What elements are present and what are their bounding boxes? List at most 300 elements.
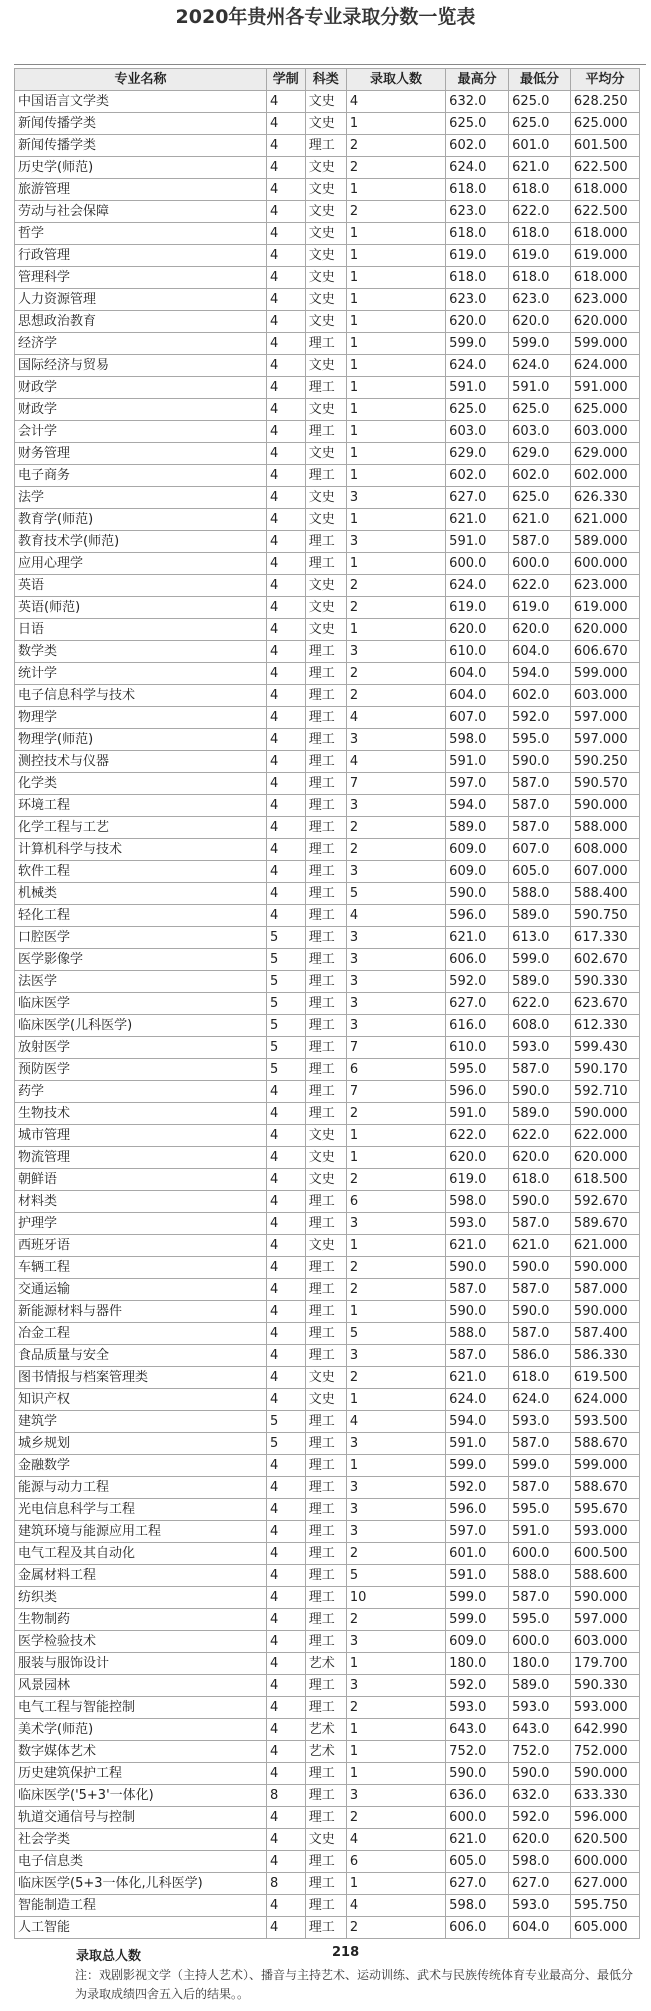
cell-min-score: 620.0 (509, 619, 571, 641)
cell-enrolled: 5 (346, 883, 445, 905)
cell-avg-score: 619.500 (570, 1367, 639, 1389)
cell-category: 理工 (305, 685, 346, 707)
cell-avg-score: 622.000 (570, 1125, 639, 1147)
cell-duration: 4 (266, 487, 305, 509)
cell-min-score: 587.0 (509, 1587, 571, 1609)
cell-max-score: 599.0 (446, 1587, 509, 1609)
table-row (15, 1169, 640, 1191)
cell-enrolled: 7 (346, 1081, 445, 1103)
cell-major: 预防医学 (15, 1059, 267, 1081)
cell-max-score: 606.0 (446, 1917, 509, 1939)
table-row (15, 861, 640, 883)
cell-max-score: 606.0 (446, 949, 509, 971)
cell-duration: 4 (266, 795, 305, 817)
cell-major: 纺织类 (15, 1587, 267, 1609)
cell-min-score: 622.0 (509, 201, 571, 223)
cell-max-score: 591.0 (446, 1103, 509, 1125)
cell-category: 理工 (305, 1213, 346, 1235)
cell-min-score: 599.0 (509, 333, 571, 355)
cell-major: 交通运输 (15, 1279, 267, 1301)
cell-min-score: 632.0 (509, 1785, 571, 1807)
cell-min-score: 599.0 (509, 949, 571, 971)
divider (14, 64, 646, 65)
cell-category: 理工 (305, 883, 346, 905)
cell-avg-score: 590.000 (570, 795, 639, 817)
cell-duration: 4 (266, 1565, 305, 1587)
cell-min-score: 591.0 (509, 377, 571, 399)
cell-avg-score: 595.750 (570, 1895, 639, 1917)
table-row (15, 1499, 640, 1521)
cell-min-score: 613.0 (509, 927, 571, 949)
cell-avg-score: 593.000 (570, 1521, 639, 1543)
cell-duration: 4 (266, 201, 305, 223)
cell-avg-score: 605.000 (570, 1917, 639, 1939)
table-row (15, 157, 640, 179)
footnote: 注：戏剧影视文学（主持人艺术）、播音与主持艺术、运动训练、武术与民族传统体育专业最高分、最低分为录取成绩四舍五入后的结果。。 (75, 1968, 634, 2001)
cell-min-score: 622.0 (509, 1125, 571, 1147)
cell-enrolled: 5 (346, 1323, 445, 1345)
cell-duration: 4 (266, 1389, 305, 1411)
cell-category: 理工 (305, 663, 346, 685)
cell-duration: 4 (266, 1301, 305, 1323)
cell-major: 新闻传播学类 (15, 113, 267, 135)
cell-min-score: 590.0 (509, 751, 571, 773)
cell-major: 朝鲜语 (15, 1169, 267, 1191)
cell-enrolled: 3 (346, 1015, 445, 1037)
cell-min-score: 600.0 (509, 1543, 571, 1565)
cell-avg-score: 607.000 (570, 861, 639, 883)
cell-category: 理工 (305, 1433, 346, 1455)
cell-category: 理工 (305, 1543, 346, 1565)
cell-enrolled: 2 (346, 1257, 445, 1279)
cell-duration: 4 (266, 421, 305, 443)
cell-max-score: 597.0 (446, 773, 509, 795)
cell-enrolled: 1 (346, 223, 445, 245)
cell-min-score: 590.0 (509, 1301, 571, 1323)
cell-max-score: 624.0 (446, 355, 509, 377)
cell-avg-score: 601.500 (570, 135, 639, 157)
cell-major: 医学检验技术 (15, 1631, 267, 1653)
table-row (15, 1895, 640, 1917)
table-row (15, 289, 640, 311)
table-row (15, 971, 640, 993)
cell-enrolled: 7 (346, 773, 445, 795)
table-row (15, 1433, 640, 1455)
cell-min-score: 624.0 (509, 1389, 571, 1411)
cell-max-score: 616.0 (446, 1015, 509, 1037)
cell-category: 理工 (305, 1191, 346, 1213)
cell-category: 文史 (305, 399, 346, 421)
cell-category: 理工 (305, 1521, 346, 1543)
cell-enrolled: 4 (346, 1895, 445, 1917)
cell-duration: 4 (266, 311, 305, 333)
table-row (15, 707, 640, 729)
table-row (15, 1213, 640, 1235)
table-row (15, 1521, 640, 1543)
cell-enrolled: 1 (346, 1147, 445, 1169)
cell-major: 金属材料工程 (15, 1565, 267, 1587)
table-row (15, 927, 640, 949)
cell-max-score: 592.0 (446, 1477, 509, 1499)
cell-min-score: 592.0 (509, 1807, 571, 1829)
cell-category: 理工 (305, 1301, 346, 1323)
cell-major: 统计学 (15, 663, 267, 685)
table-row (15, 553, 640, 575)
header-enrolled: 录取人数 (346, 69, 445, 91)
cell-major: 数学类 (15, 641, 267, 663)
cell-avg-score: 592.670 (570, 1191, 639, 1213)
cell-max-score: 589.0 (446, 817, 509, 839)
cell-min-score: 622.0 (509, 993, 571, 1015)
cell-max-score: 643.0 (446, 1719, 509, 1741)
cell-min-score: 623.0 (509, 289, 571, 311)
cell-category: 理工 (305, 751, 346, 773)
header-major: 专业名称 (15, 69, 267, 91)
cell-enrolled: 2 (346, 201, 445, 223)
cell-max-score: 591.0 (446, 1565, 509, 1587)
cell-duration: 4 (266, 1763, 305, 1785)
cell-category: 理工 (305, 641, 346, 663)
cell-min-score: 620.0 (509, 1829, 571, 1851)
cell-min-score: 588.0 (509, 1565, 571, 1587)
cell-enrolled: 1 (346, 333, 445, 355)
cell-duration: 4 (266, 1631, 305, 1653)
cell-enrolled: 3 (346, 1675, 445, 1697)
cell-max-score: 587.0 (446, 1279, 509, 1301)
cell-max-score: 609.0 (446, 1631, 509, 1653)
cell-duration: 4 (266, 1081, 305, 1103)
cell-avg-score: 590.000 (570, 1763, 639, 1785)
cell-min-score: 587.0 (509, 1433, 571, 1455)
cell-avg-score: 623.670 (570, 993, 639, 1015)
cell-enrolled: 3 (346, 1521, 445, 1543)
cell-duration: 4 (266, 1895, 305, 1917)
cell-max-score: 619.0 (446, 597, 509, 619)
cell-duration: 4 (266, 91, 305, 113)
cell-major: 建筑环境与能源应用工程 (15, 1521, 267, 1543)
cell-enrolled: 1 (346, 1741, 445, 1763)
cell-max-score: 596.0 (446, 905, 509, 927)
cell-max-score: 752.0 (446, 1741, 509, 1763)
cell-max-score: 601.0 (446, 1543, 509, 1565)
table-row (15, 531, 640, 553)
cell-major: 哲学 (15, 223, 267, 245)
table-row (15, 1609, 640, 1631)
table-row (15, 1675, 640, 1697)
cell-duration: 4 (266, 289, 305, 311)
cell-major: 人工智能 (15, 1917, 267, 1939)
cell-min-score: 590.0 (509, 1191, 571, 1213)
cell-avg-score: 597.000 (570, 729, 639, 751)
table-row (15, 619, 640, 641)
cell-major: 口腔医学 (15, 927, 267, 949)
cell-major: 能源与动力工程 (15, 1477, 267, 1499)
cell-enrolled: 3 (346, 795, 445, 817)
cell-category: 理工 (305, 1345, 346, 1367)
cell-major: 西班牙语 (15, 1235, 267, 1257)
cell-max-score: 627.0 (446, 1873, 509, 1895)
cell-avg-score: 617.330 (570, 927, 639, 949)
table-row (15, 905, 640, 927)
cell-avg-score: 588.000 (570, 817, 639, 839)
cell-major: 新能源材料与器件 (15, 1301, 267, 1323)
cell-avg-score: 590.000 (570, 1257, 639, 1279)
cell-major: 车辆工程 (15, 1257, 267, 1279)
cell-major: 临床医学(5+3一体化,儿科医学) (15, 1873, 267, 1895)
cell-enrolled: 6 (346, 1191, 445, 1213)
table-row (15, 333, 640, 355)
cell-max-score: 602.0 (446, 465, 509, 487)
table-row (15, 949, 640, 971)
cell-major: 临床医学 (15, 993, 267, 1015)
cell-duration: 4 (266, 245, 305, 267)
cell-avg-score: 602.000 (570, 465, 639, 487)
cell-major: 行政管理 (15, 245, 267, 267)
cell-category: 文史 (305, 1367, 346, 1389)
cell-avg-score: 587.000 (570, 1279, 639, 1301)
cell-duration: 4 (266, 1741, 305, 1763)
cell-category: 理工 (305, 817, 346, 839)
cell-max-score: 621.0 (446, 927, 509, 949)
cell-avg-score: 633.330 (570, 1785, 639, 1807)
cell-avg-score: 590.330 (570, 1675, 639, 1697)
cell-enrolled: 3 (346, 1345, 445, 1367)
cell-category: 文史 (305, 575, 346, 597)
cell-avg-score: 620.000 (570, 619, 639, 641)
cell-enrolled: 1 (346, 465, 445, 487)
cell-avg-score: 642.990 (570, 1719, 639, 1741)
cell-avg-score: 588.670 (570, 1477, 639, 1499)
cell-min-score: 587.0 (509, 1279, 571, 1301)
cell-major: 化学工程与工艺 (15, 817, 267, 839)
cell-min-score: 604.0 (509, 1917, 571, 1939)
cell-max-score: 599.0 (446, 1455, 509, 1477)
cell-category: 文史 (305, 1125, 346, 1147)
cell-min-score: 589.0 (509, 1103, 571, 1125)
table-row (15, 1631, 640, 1653)
cell-category: 理工 (305, 1323, 346, 1345)
cell-min-score: 620.0 (509, 1147, 571, 1169)
cell-enrolled: 2 (346, 135, 445, 157)
cell-avg-score: 589.670 (570, 1213, 639, 1235)
cell-max-score: 627.0 (446, 993, 509, 1015)
cell-duration: 4 (266, 1829, 305, 1851)
cell-category: 文史 (305, 509, 346, 531)
table-row (15, 1411, 640, 1433)
cell-min-score: 604.0 (509, 641, 571, 663)
cell-avg-score: 625.000 (570, 399, 639, 421)
cell-duration: 4 (266, 135, 305, 157)
cell-duration: 4 (266, 1125, 305, 1147)
cell-duration: 4 (266, 1279, 305, 1301)
cell-min-score: 587.0 (509, 1323, 571, 1345)
cell-duration: 4 (266, 465, 305, 487)
cell-min-score: 621.0 (509, 1235, 571, 1257)
header-category: 科类 (305, 69, 346, 91)
cell-avg-score: 752.000 (570, 1741, 639, 1763)
cell-enrolled: 1 (346, 1389, 445, 1411)
cell-enrolled: 1 (346, 443, 445, 465)
cell-major: 生物技术 (15, 1103, 267, 1125)
cell-category: 理工 (305, 421, 346, 443)
cell-max-score: 590.0 (446, 883, 509, 905)
cell-duration: 4 (266, 1697, 305, 1719)
cell-avg-score: 597.000 (570, 707, 639, 729)
cell-enrolled: 2 (346, 157, 445, 179)
cell-max-score: 609.0 (446, 861, 509, 883)
cell-category: 艺术 (305, 1741, 346, 1763)
cell-major: 历史建筑保护工程 (15, 1763, 267, 1785)
cell-min-score: 605.0 (509, 861, 571, 883)
cell-duration: 4 (266, 1191, 305, 1213)
cell-major: 社会学类 (15, 1829, 267, 1851)
cell-min-score: 595.0 (509, 1609, 571, 1631)
cell-enrolled: 3 (346, 1631, 445, 1653)
table-row (15, 1785, 640, 1807)
cell-enrolled: 7 (346, 1037, 445, 1059)
cell-avg-score: 618.500 (570, 1169, 639, 1191)
cell-category: 文史 (305, 1829, 346, 1851)
cell-min-score: 180.0 (509, 1653, 571, 1675)
cell-duration: 4 (266, 1477, 305, 1499)
cell-max-score: 594.0 (446, 1411, 509, 1433)
cell-major: 测控技术与仪器 (15, 751, 267, 773)
cell-min-score: 625.0 (509, 487, 571, 509)
cell-enrolled: 4 (346, 91, 445, 113)
cell-avg-score: 603.000 (570, 1631, 639, 1653)
table-row (15, 1345, 640, 1367)
cell-category: 理工 (305, 1455, 346, 1477)
cell-duration: 4 (266, 751, 305, 773)
table-row (15, 1235, 640, 1257)
cell-major: 思想政治教育 (15, 311, 267, 333)
cell-duration: 4 (266, 1609, 305, 1631)
cell-max-score: 618.0 (446, 179, 509, 201)
cell-max-score: 596.0 (446, 1081, 509, 1103)
cell-major: 软件工程 (15, 861, 267, 883)
cell-avg-score: 590.000 (570, 1103, 639, 1125)
cell-min-score: 618.0 (509, 179, 571, 201)
cell-enrolled: 3 (346, 641, 445, 663)
cell-avg-score: 591.000 (570, 377, 639, 399)
cell-max-score: 598.0 (446, 1895, 509, 1917)
cell-duration: 4 (266, 113, 305, 135)
cell-enrolled: 5 (346, 1565, 445, 1587)
cell-min-score: 620.0 (509, 311, 571, 333)
cell-avg-score: 629.000 (570, 443, 639, 465)
cell-min-score: 603.0 (509, 421, 571, 443)
table-row (15, 1455, 640, 1477)
cell-avg-score: 621.000 (570, 509, 639, 531)
cell-duration: 5 (266, 1015, 305, 1037)
cell-duration: 4 (266, 223, 305, 245)
cell-major: 物理学 (15, 707, 267, 729)
cell-avg-score: 620.000 (570, 1147, 639, 1169)
cell-enrolled: 1 (346, 1873, 445, 1895)
cell-avg-score: 597.000 (570, 1609, 639, 1631)
cell-enrolled: 3 (346, 1499, 445, 1521)
cell-enrolled: 1 (346, 1455, 445, 1477)
table-row (15, 751, 640, 773)
cell-category: 文史 (305, 179, 346, 201)
cell-enrolled: 2 (346, 1279, 445, 1301)
table-row (15, 465, 640, 487)
cell-major: 城市管理 (15, 1125, 267, 1147)
cell-enrolled: 4 (346, 1411, 445, 1433)
cell-major: 食品质量与安全 (15, 1345, 267, 1367)
cell-enrolled: 1 (346, 355, 445, 377)
cell-max-score: 602.0 (446, 135, 509, 157)
cell-min-score: 629.0 (509, 443, 571, 465)
cell-category: 理工 (305, 1565, 346, 1587)
cell-max-score: 621.0 (446, 509, 509, 531)
cell-category: 理工 (305, 1279, 346, 1301)
cell-enrolled: 1 (346, 1653, 445, 1675)
cell-duration: 4 (266, 597, 305, 619)
cell-min-score: 621.0 (509, 509, 571, 531)
cell-duration: 4 (266, 267, 305, 289)
cell-duration: 5 (266, 971, 305, 993)
cell-min-score: 593.0 (509, 1895, 571, 1917)
cell-avg-score: 590.570 (570, 773, 639, 795)
table-row (15, 1917, 640, 1939)
table-row (15, 883, 640, 905)
cell-min-score: 624.0 (509, 355, 571, 377)
cell-category: 文史 (305, 311, 346, 333)
cell-max-score: 604.0 (446, 663, 509, 685)
table-row (15, 245, 640, 267)
cell-max-score: 592.0 (446, 971, 509, 993)
cell-major: 放射医学 (15, 1037, 267, 1059)
cell-avg-score: 603.000 (570, 685, 639, 707)
cell-min-score: 587.0 (509, 817, 571, 839)
cell-category: 文史 (305, 289, 346, 311)
cell-enrolled: 6 (346, 1059, 445, 1081)
cell-enrolled: 3 (346, 927, 445, 949)
cell-enrolled: 4 (346, 707, 445, 729)
cell-max-score: 625.0 (446, 399, 509, 421)
cell-min-score: 587.0 (509, 1213, 571, 1235)
cell-avg-score: 618.000 (570, 223, 639, 245)
cell-max-score: 604.0 (446, 685, 509, 707)
cell-max-score: 594.0 (446, 795, 509, 817)
cell-max-score: 598.0 (446, 729, 509, 751)
cell-enrolled: 1 (346, 267, 445, 289)
cell-major: 金融数学 (15, 1455, 267, 1477)
cell-avg-score: 602.670 (570, 949, 639, 971)
cell-major: 知识产权 (15, 1389, 267, 1411)
cell-duration: 4 (266, 1455, 305, 1477)
cell-avg-score: 600.000 (570, 1851, 639, 1873)
cell-enrolled: 1 (346, 619, 445, 641)
cell-category: 理工 (305, 993, 346, 1015)
cell-duration: 4 (266, 1169, 305, 1191)
cell-major: 日语 (15, 619, 267, 641)
cell-duration: 4 (266, 531, 305, 553)
cell-category: 理工 (305, 1257, 346, 1279)
cell-duration: 4 (266, 663, 305, 685)
table-row (15, 685, 640, 707)
cell-max-score: 591.0 (446, 751, 509, 773)
cell-min-score: 602.0 (509, 685, 571, 707)
cell-duration: 5 (266, 1433, 305, 1455)
cell-min-score: 593.0 (509, 1037, 571, 1059)
cell-enrolled: 3 (346, 1213, 445, 1235)
cell-max-score: 622.0 (446, 1125, 509, 1147)
cell-max-score: 609.0 (446, 839, 509, 861)
cell-major: 药学 (15, 1081, 267, 1103)
cell-major: 物流管理 (15, 1147, 267, 1169)
